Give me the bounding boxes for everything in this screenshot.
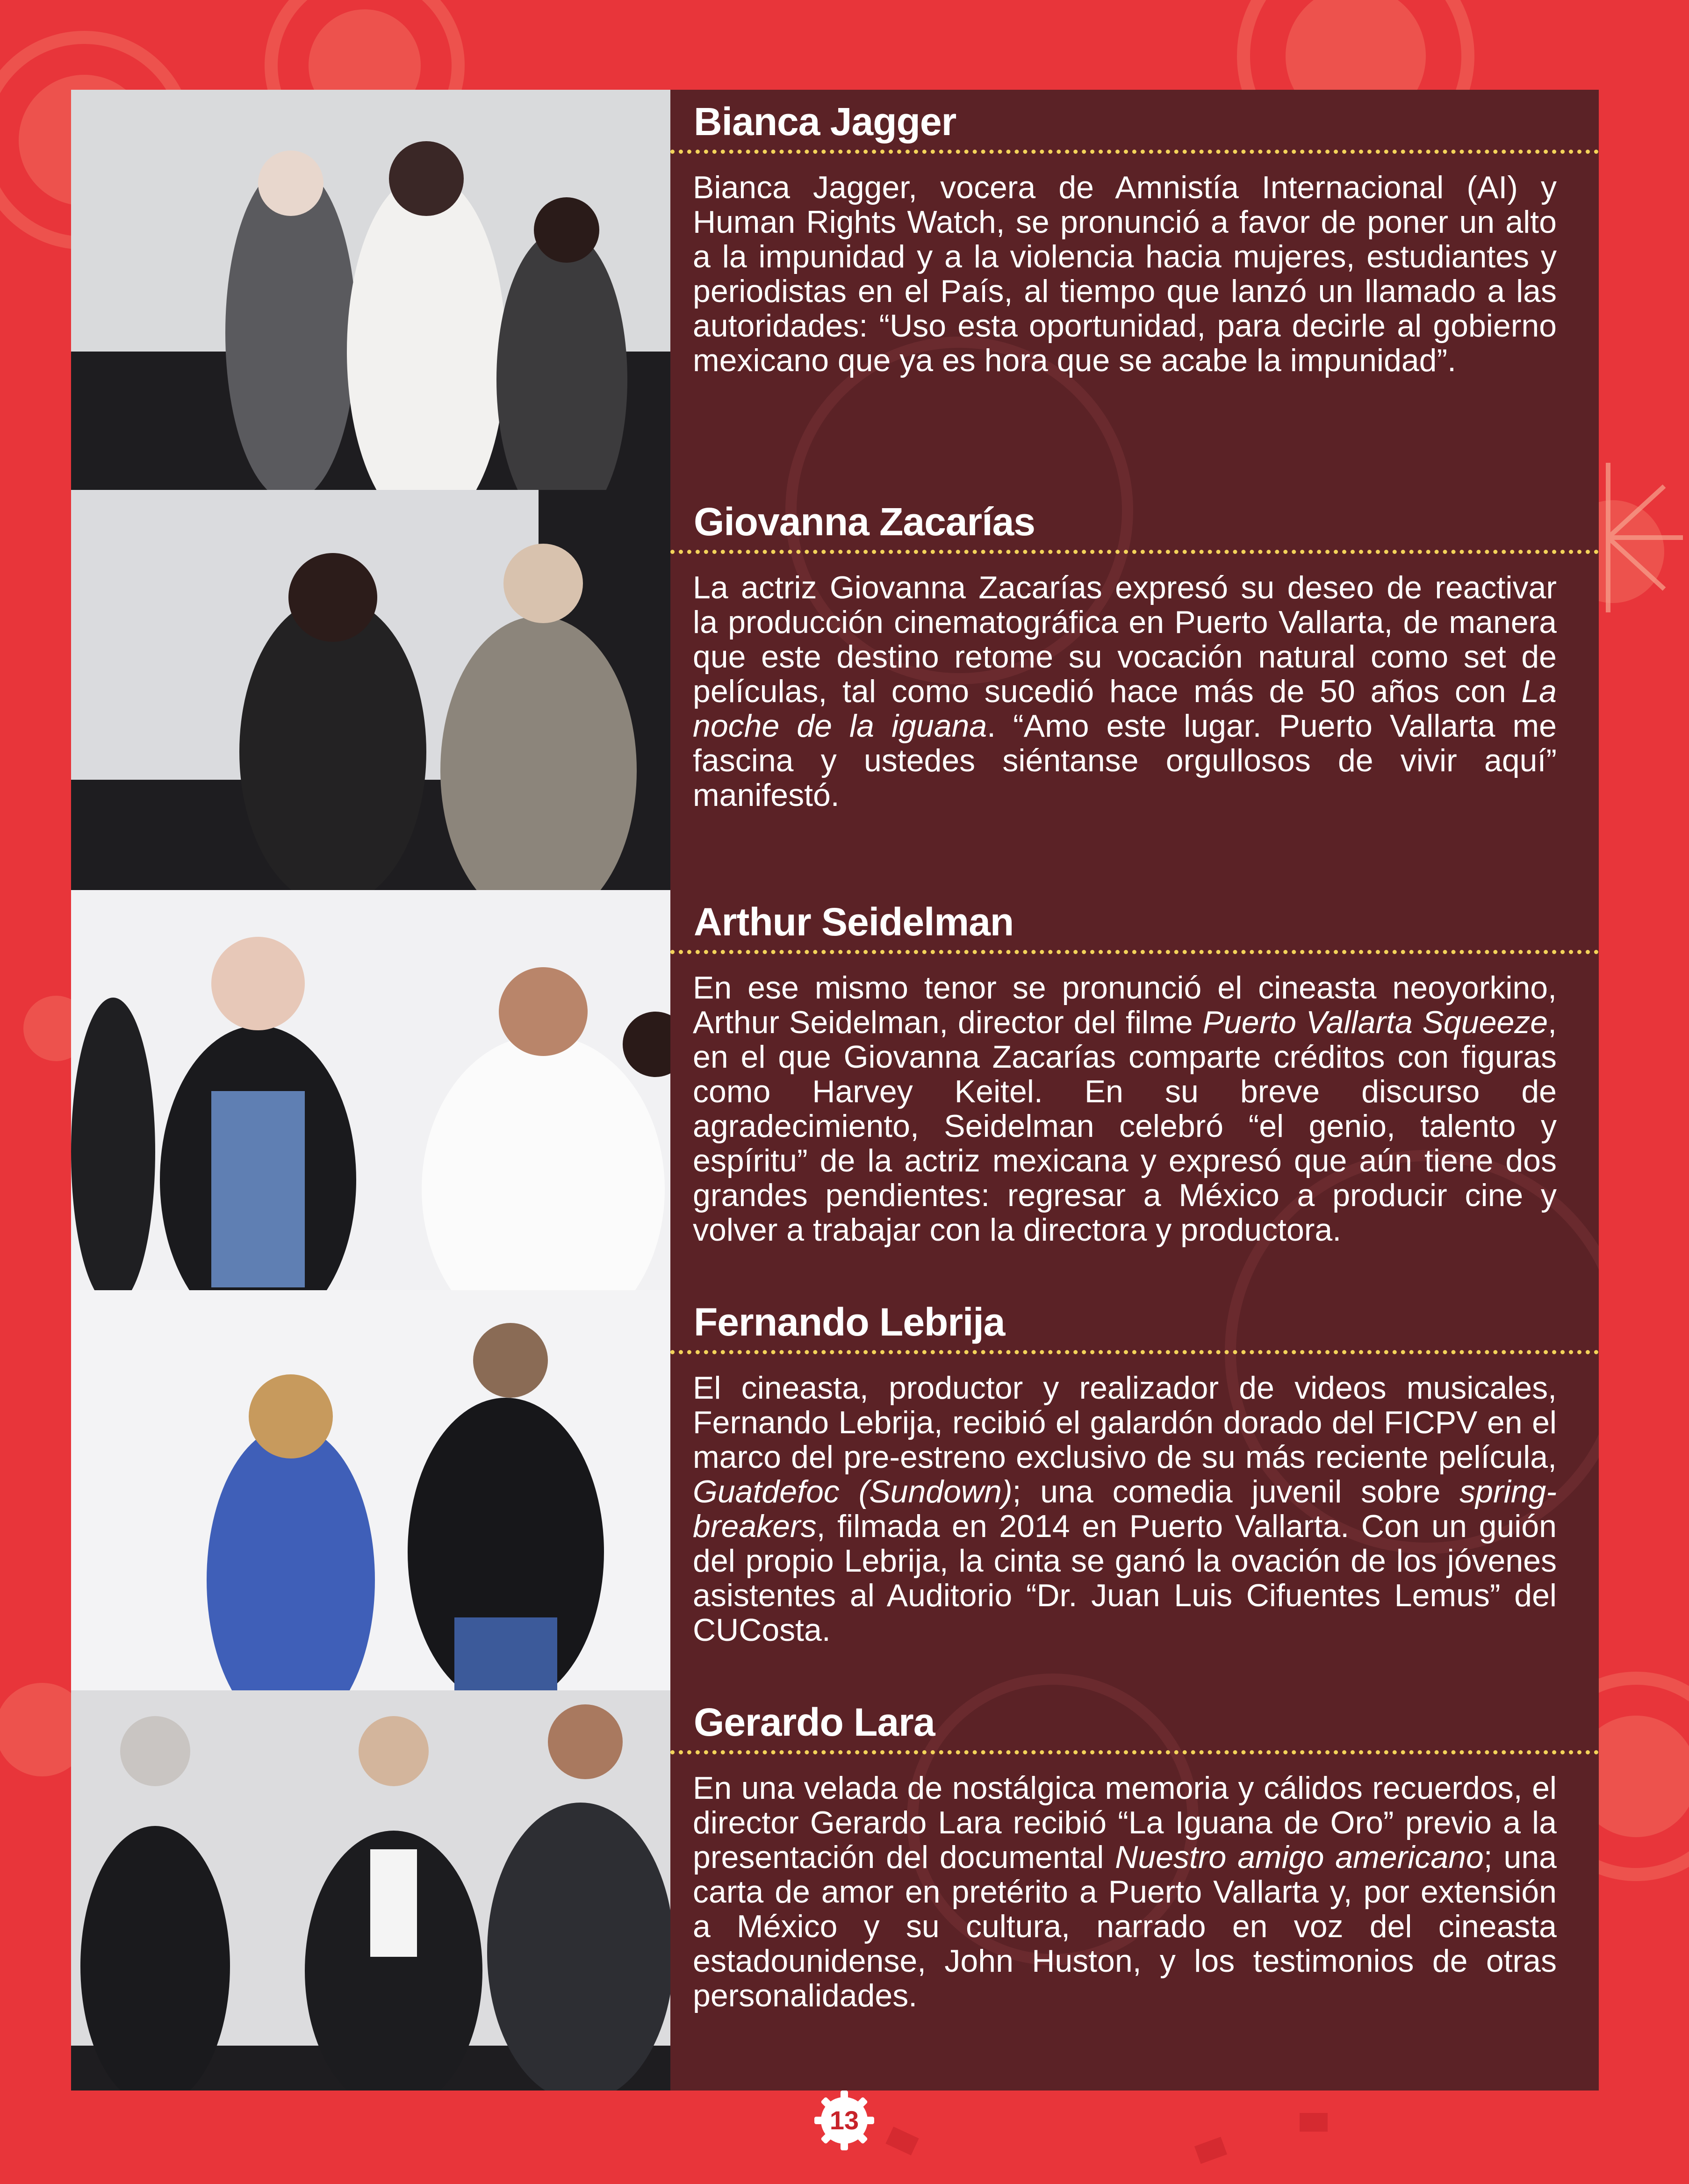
name-heading: Arthur Seidelman: [694, 900, 1014, 944]
text-arthur-seidelman: [670, 890, 1599, 1290]
photo-fernando-lebrija: [71, 1290, 670, 1690]
dotted-divider: [670, 950, 1599, 954]
body-text: En ese mismo tenor se pronunció el cineasta neoyorkino, Arthur Seidelman, director del filme Puerto Vallarta Squeeze, en el que Giovanna Zacarías comparte créditos con figuras como Harvey Keitel. En su breve discurso de agradecimiento, Seidelman celebró “el genio, talento y espíritu” de la actriz mexicana y expresó que aún tiene dos grandes pendientes: regresar a México a producir cine y volver a trabajar con la directora y productora.: [693, 970, 1557, 1248]
film-title: La noche de la iguana: [693, 674, 1557, 744]
content-panel: [71, 90, 1599, 2091]
dotted-divider: [670, 1750, 1599, 1754]
photo-gerardo-lara: [71, 1690, 670, 2091]
dotted-divider: [670, 150, 1599, 154]
name-heading: Gerardo Lara: [694, 1700, 935, 1744]
body-text: Bianca Jagger, vocera de Amnistía Internacional (AI) y Human Rights Watch, se pronunció a favor de poner un alto a la impunidad y a la violencia hacia mujeres, estudiantes y periodistas en el País, al tiempo que lanzó un llamado a las autoridades: “Uso esta oportunidad, para decirle al gobierno mexicano que ya es hora que se acabe la impunidad”.: [693, 170, 1557, 378]
photo-arthur-seidelman: [71, 890, 670, 1290]
text-bianca-jagger: [670, 90, 1599, 490]
body-text: En una velada de nostálgica memoria y cálidos recuerdos, el director Gerardo Lara recibió “La Iguana de Oro” previo a la presentación del documental Nuestro amigo americano; una carta de amor en pretérito a Puerto Vallarta y, por extensión a México y su cultura, narrado en voz del cineasta estadounidense, John Huston, y los testimonios de otras personalidades.: [693, 1770, 1557, 2013]
film-title: Nuestro amigo americano: [1115, 1839, 1484, 1875]
section-giovanna-zacarias: [71, 490, 1599, 890]
name-heading: Giovanna Zacarías: [694, 500, 1035, 544]
text-gerardo-lara: [670, 1690, 1599, 2091]
section-fernando-lebrija: [71, 1290, 1599, 1690]
section-bianca-jagger: [71, 90, 1599, 490]
text-fernando-lebrija: [670, 1290, 1599, 1690]
body-text: El cineasta, productor y realizador de videos musicales, Fernando Lebrija, recibió el galardón dorado del FICPV en el marco del pre-estreno exclusivo de su más reciente película, Guatdefoc (Sundown); una comedia juvenil sobre spring-breakers, filmada en 2014 en Puerto Vallarta. Con un guión del propio Lebrija, la cinta se ganó la ovación de los jóvenes asistentes al Auditorio “Dr. Juan Luis Cifuentes Lemus” del CUCosta.: [693, 1370, 1557, 1648]
film-title: Guatdefoc (Sundown): [693, 1474, 1013, 1509]
italic-term: spring-breakers: [693, 1474, 1557, 1544]
photo-giovanna-zacarias: [71, 490, 670, 890]
name-heading: Fernando Lebrija: [694, 1300, 1005, 1344]
text-giovanna-zacarias: [670, 490, 1599, 890]
body-text: La actriz Giovanna Zacarías expresó su deseo de reactivar la producción cinematográfica en Puerto Vallarta, de manera que este destino retome su vocación natural como set de películas, tal como sucedió hace más de 50 años con La noche de la iguana. “Amo este lugar. Puerto Vallarta me fascina y ustedes siéntanse orgullosos de vivir aquí” manifestó.: [693, 570, 1557, 813]
dotted-divider: [670, 1350, 1599, 1354]
name-heading: Bianca Jagger: [694, 100, 956, 144]
page-number: 13: [829, 2105, 859, 2135]
film-title: Puerto Vallarta Squeeze: [1202, 1005, 1548, 1040]
section-gerardo-lara: [71, 1690, 1599, 2091]
section-arthur-seidelman: [71, 890, 1599, 1290]
dotted-divider: [670, 550, 1599, 554]
photo-bianca-jagger: [71, 90, 670, 490]
